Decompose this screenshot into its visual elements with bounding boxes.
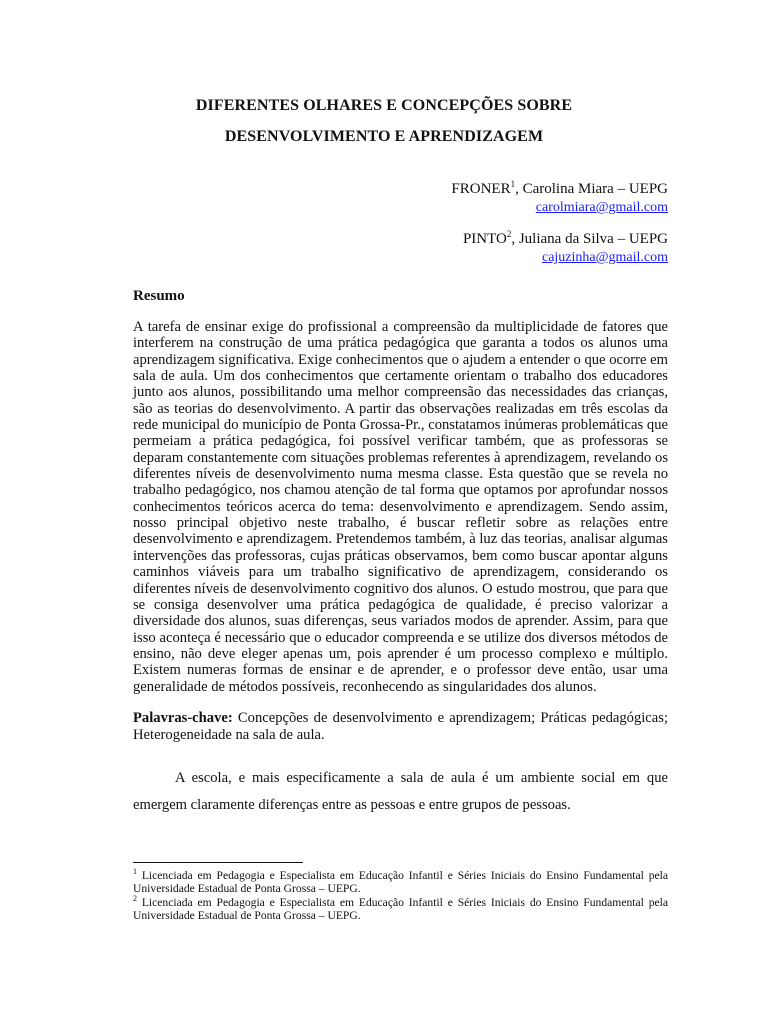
author-1-name xyxy=(451,180,668,198)
footnote-2-text: Licenciada em Pedagogia e Especialista em Educação Infantil e Séries Iniciais do Ensino Fundamental pela Universidade Estadual de Ponta Grossa – UEPG. xyxy=(133,896,668,922)
author-1-note-mark: 1 xyxy=(510,179,516,189)
footnote-1-text: Licenciada em Pedagogia e Especialista em Educação Infantil e Séries Iniciais do Ensino Fundamental pela Universidade Estadual de Ponta Grossa – UEPG. xyxy=(133,869,668,895)
title-line-2: DESENVOLVIMENTO E APRENDIZAGEM xyxy=(224,128,544,145)
author-2-note-mark: 2 xyxy=(506,229,512,239)
author-1 xyxy=(451,180,668,217)
keywords-text: Concepções de desenvolvimento e aprendizagem; Práticas pedagógicas; Heterogeneidade na sala de aula. xyxy=(133,710,668,743)
footnote-2 xyxy=(133,896,668,922)
keywords-label: Palavras-chave: xyxy=(133,710,233,726)
author-1-email-link[interactable]: carolmiara@gmail.com xyxy=(535,200,668,215)
title-line-1: DIFERENTES OLHARES E CONCEPÇÕES SOBRE xyxy=(195,97,573,114)
author-1-details: , Carolina Miara – UEPG xyxy=(515,181,668,197)
footnote-1-mark: 1 xyxy=(133,867,137,877)
footnote-1 xyxy=(133,869,668,895)
keywords xyxy=(133,710,668,744)
abstract-text: A tarefa de ensinar exige do profissional a compreensão da multiplicidade de fatores que interferem na construção de uma prática pedagógica que garanta a todos os alunos uma aprendizagem significativa. Exige conhecimentos que o ajudem a entender o que ocorre em sala de aula. Um dos conhecimentos que certamente orientam o trabalho dos educadores junto aos alunos, possibilitando uma melhor compreensão das necessidades das crianças, são as teorias do desenvolvimento. A partir das observações realizadas em três escolas da rede municipal do município de Ponta Grossa-Pr., constatamos inúmeras problemáticas que permeiam a prática pedagógica, foi possível verificar também, que as professoras se deparam constantemente com situações problemas referentes à aprendizagem, revelando os diferentes níveis de desenvolvimento numa mesma classe. Esta questão que se revela no trabalho pedagógico, nos chamou atenção de tal forma que optamos por aprofundar nossos conhecimentos teóricos acerca do tema: desenvolvimento e aprendizagem. Sendo assim, nosso principal objetivo neste trabalho, é buscar refletir sobre as relações entre desenvolvimento e aprendizagem. Pretendemos também, à luz das teorias, analisar algumas intervenções das professoras, cujas práticas observamos, bem como buscar apontar alguns caminhos viáveis para um trabalho significativo de aprendizagem, considerando os diferentes níveis de desenvolvimento cognitivo dos alunos. O estudo mostrou, que para que se consiga desenvolver uma prática pedagógica de qualidade, é preciso valorizar a diversidade dos alunos, suas diferenças, seus variados modos de aprender. Assim, para que isso aconteça é necessário que o educador compreenda e se utilize dos diversos métodos de ensino, não deve eleger apenas um, pois aprender é um processo complexo e múltiplo. Existem numeras formas de ensinar e de aprender, e o professor deve então, usar uma generalidade de métodos possíveis, reconhecendo as singularidades dos alunos. xyxy=(133,319,668,695)
author-1-surname: FRONER xyxy=(451,181,511,197)
author-2 xyxy=(463,230,668,267)
author-2-surname: PINTO xyxy=(462,231,507,247)
abstract-heading: Resumo xyxy=(133,288,185,304)
footnote-separator xyxy=(133,862,303,863)
footnote-2-mark: 2 xyxy=(133,894,137,904)
author-2-details: , Juliana da Silva – UEPG xyxy=(511,231,668,247)
body-paragraph: A escola, e mais especificamente a sala de aula é um ambiente social em que emergem claramente diferenças entre as pessoas e entre grupos de pessoas. xyxy=(133,770,668,813)
author-2-name xyxy=(463,230,668,248)
author-2-email-link[interactable]: cajuzinha@gmail.com xyxy=(541,250,668,265)
